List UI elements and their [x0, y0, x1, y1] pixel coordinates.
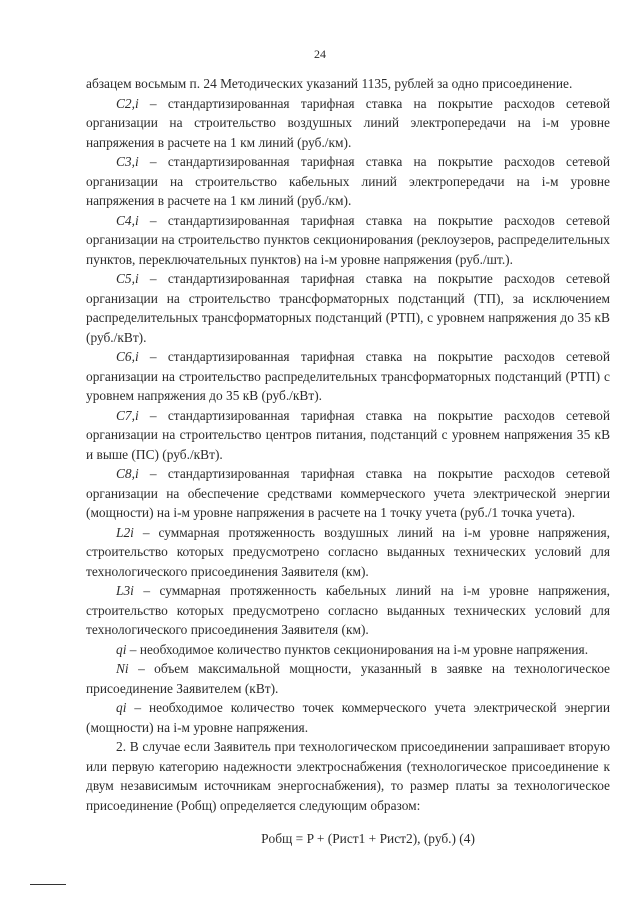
- symbol: L3i: [116, 583, 134, 598]
- symbol: C6,i: [116, 349, 139, 364]
- symbol: C5,i: [116, 271, 139, 286]
- symbol: C4,i: [116, 212, 139, 228]
- paragraph-text: – необходимое количество точек коммерческого учета электрической энергии (мощности) на i-м уровне напряжения.: [86, 700, 610, 735]
- paragraph: [86, 74, 610, 94]
- footnote-rule: [30, 884, 66, 885]
- paragraph: [86, 406, 610, 465]
- paragraph-text: – необходимое количество пунктов секционирования на i-м уровне напряжения.: [126, 641, 589, 657]
- paragraph: [86, 464, 610, 523]
- symbol: qi: [116, 641, 127, 657]
- symbol: C3,i: [116, 154, 139, 169]
- paragraph: [86, 523, 610, 582]
- paragraph-text: – объем максимальной мощности, указанный в заявке на технологическое присоединение Заявителем (кВт).: [86, 661, 610, 696]
- paragraph-text: – стандартизированная тарифная ставка на покрытие расходов сетевой организации на строительство центров питания, подстанций с уровнем напряжения 35 кВ и выше (ПС) (руб./кВт).: [86, 407, 610, 462]
- paragraph-text: – суммарная протяженность кабельных линий на i-м уровне напряжения, строительство которых предусмотрено согласно выданных технических условий для технологического присоединения Заявителя (км).: [86, 583, 610, 637]
- page-number: 24: [314, 47, 326, 61]
- symbol: C2,i: [116, 95, 139, 111]
- document-body: [86, 74, 610, 849]
- paragraph: [86, 211, 610, 270]
- paragraph-text: – стандартизированная тарифная ставка на покрытие расходов сетевой организации на строительство воздушных линий электропередачи на i-м уровне напряжения в расчете на 1 км линий (руб./км).: [86, 95, 610, 150]
- paragraph-text: – стандартизированная тарифная ставка на покрытие расходов сетевой организации на обеспечение средствами коммерческого учета электрической энергии (мощности) на i-м уровне напряжения в расчете на 1 точку учета (руб./1 точка учета).: [86, 466, 610, 520]
- paragraph-text: 2. В случае если Заявитель при технологическом присоединении запрашивает вторую или первую категорию надежности электроснабжения (технологическое присоединение к двум независимым источникам энергоснабжения), то размер платы за технологическое присоединение (Pобщ) определяется следующим образом:: [86, 739, 610, 813]
- paragraph-text: – стандартизированная тарифная ставка на покрытие расходов сетевой организации на строительство трансформаторных подстанций (ТП), за исключением распределительных трансформаторных подстанций (РТП), с уровнем напряжения до 35 кВ (руб./кВт).: [86, 271, 610, 345]
- paragraph: [86, 659, 610, 698]
- paragraph: [86, 347, 610, 406]
- paragraph: [86, 269, 610, 347]
- paragraph: [86, 152, 610, 211]
- paragraph-text: – суммарная протяженность воздушных линий на i-м уровне напряжения, строительство которых предусмотрено согласно выданных технических условий для технологического присоединения Заявителя (км).: [86, 524, 610, 579]
- paragraph-text: – стандартизированная тарифная ставка на покрытие расходов сетевой организации на строительство кабельных линий электропередачи на i-м уровне напряжения в расчете на 1 км линий (руб./км).: [86, 154, 610, 208]
- paragraph: [86, 698, 610, 737]
- symbol: C8,i: [116, 466, 139, 481]
- symbol: qi: [116, 700, 127, 715]
- paragraph: [86, 640, 610, 660]
- paragraph-text: – стандартизированная тарифная ставка на покрытие расходов сетевой организации на строительство распределительных трансформаторных подстанций (РТП) с уровнем напряжения до 35 кВ (руб./кВт).: [86, 349, 610, 403]
- symbol: Ni: [116, 661, 129, 676]
- formula: Pобщ = P + (Pист1 + Pист2), (руб.) (4): [261, 831, 475, 846]
- symbol: L2i: [116, 524, 134, 540]
- symbol: C7,i: [116, 407, 139, 423]
- paragraph: [86, 737, 610, 815]
- paragraph: [86, 94, 610, 153]
- paragraph: [86, 581, 610, 640]
- paragraph-text: абзацем восьмым п. 24 Методических указаний 1135, рублей за одно присоединение.: [86, 76, 573, 91]
- paragraph-text: – стандартизированная тарифная ставка на покрытие расходов сетевой организации на строительство пунктов секционирования (реклоузеров, распределительных пунктов, переключательных пунктов) на i-м уровне напряжения (руб./шт.).: [86, 212, 610, 267]
